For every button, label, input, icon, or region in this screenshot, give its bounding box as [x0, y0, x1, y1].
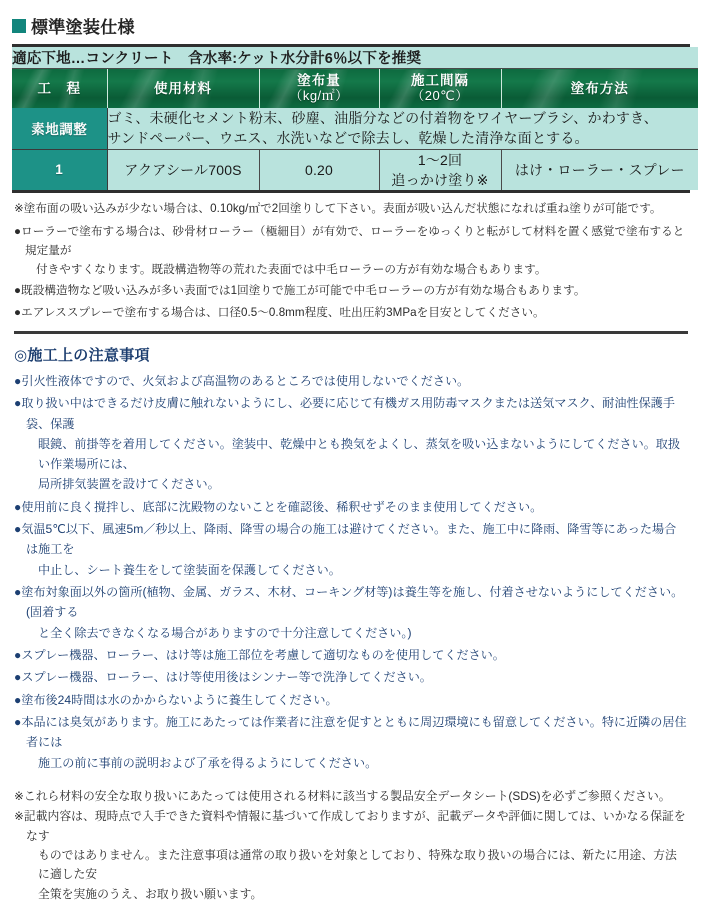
- spec-table-banner-row: [12, 47, 698, 69]
- caution-item-line1: ●気温5℃以下、風速5m／秒以上、降雨、降雪の場合の施工は避けてください。また、施工中に降雨、降雪等にあった場合は施工を: [14, 522, 677, 557]
- column-header-material: [107, 69, 259, 109]
- caution-item-line2: と全く除去できなくなる場合がありますので十分注意してください。): [38, 625, 412, 640]
- table-note-bullet: [14, 304, 688, 323]
- row-substrate-prep-line2: サンドペーパー、ウエス、水洗いなどで除去し、乾燥した清浄な面とする。: [107, 130, 589, 147]
- table-note-asterisk: ※塗布面の吸い込みが少ない場合は、0.10kg/㎡で2回塗りして下さい。表面が吸い込んだ状態になれば重ね塗りが可能です。: [14, 202, 662, 216]
- column-header-coating-amount-label: 塗布量: [297, 73, 341, 89]
- caution-item-line1: ●スプレー機器、ローラー、はけ等使用後はシンナー等で洗浄してください。: [14, 670, 432, 685]
- row-1-interval: [379, 149, 501, 190]
- caution-section-heading: ◎施工上の注意事項: [14, 346, 150, 364]
- footnote-line1: ※これら材料の安全な取り扱いにあたっては使用される材料に該当する製品安全データシート(SDS)を必ずご参照ください。: [14, 788, 671, 803]
- table-note-bullet-line1: ●エアレススプレーで塗布する場合は、口径0.5〜0.8mm程度、吐出圧約3MPaを目安としてください。: [14, 306, 545, 320]
- list-item: [14, 712, 688, 773]
- table-note-bullet: [14, 282, 688, 301]
- caution-item-line1: ●本品には臭気があります。施工にあたっては作業者に注意を促すとともに周辺環境にも留意してください。特に近隣の居住者には: [14, 714, 687, 750]
- page-title-text: 標準塗装仕様: [31, 18, 135, 37]
- table-notes: [14, 200, 688, 323]
- row-step-substrate-prep: 素地調整: [12, 108, 107, 149]
- caution-item-line1: ●引火性液体ですので、火気および高温物のあるところでは使用しないでください。: [14, 373, 470, 388]
- footnote-list: [14, 787, 688, 904]
- column-header-coating-amount-unit: （kg/㎡）: [289, 87, 349, 103]
- table-note-bullet-line2: 付きやすくなります。既設構造物等の荒れた表面では中毛ローラーの方が有効な場合もあります。: [36, 262, 547, 276]
- spec-table: [12, 47, 698, 190]
- page-title: [12, 13, 694, 38]
- column-header-process-label: 工 程: [37, 80, 81, 96]
- caution-item-line2: 眼鏡、前掛等を着用してください。塗装中、乾燥中とも換気をよくし、蒸気を吸い込まないようにしてください。取扱い作業場所には、: [38, 436, 681, 472]
- row-1-interval-line2: 追っかけ塗り※: [391, 171, 489, 188]
- table-row: [12, 149, 698, 190]
- caution-item-line2: 中止し、シート養生をして塗装面を保護してください。: [38, 562, 341, 577]
- row-substrate-prep-line1: ゴミ、未硬化セメント粉末、砂塵、油脂分などの付着物をワイヤーブラシ、かわすき、: [107, 110, 658, 126]
- row-1-interval-line1: 1〜2回: [417, 151, 463, 168]
- list-item: [14, 690, 688, 710]
- footnote-line2: ものではありません。また注意事項は通常の取り扱いを対象としており、特殊な取り扱いの場合には、新たに用途、方法に適した安: [38, 847, 677, 882]
- caution-item-line1: ●塗布対象面以外の箇所(植物、金属、ガラス、木材、コーキング材等)は養生等を施し、付着させないようにしてください。(固着する: [14, 585, 684, 620]
- table-note-bullet-line1: ●既設構造物など吸い込みが多い表面では1回塗りで施工が可能で中毛ローラーの方が有効な場合もあります。: [14, 284, 586, 298]
- row-1-method: はけ・ローラー・スプレー: [501, 149, 698, 190]
- table-note-bullet: [14, 223, 688, 279]
- list-item: [14, 645, 688, 665]
- table-note-bullet-list: [14, 223, 688, 323]
- caution-item-line1: ●塗布後24時間は水のかからないように養生してください。: [14, 692, 338, 707]
- spec-sheet-page: [0, 13, 702, 901]
- caution-item-line1: ●スプレー機器、ローラー、はけ等は施工部位を考慮して適切なものを使用してください。: [14, 647, 505, 662]
- caution-item-line3: 局所排気装置を設けてください。: [38, 477, 220, 492]
- caution-item-list: [14, 371, 688, 773]
- substrate-banner: 適応下地…コンクリート 含水率:ケット水分計6％以下を推奨: [12, 47, 698, 69]
- list-item: [14, 667, 688, 687]
- table-note-bullet-line1: ●ローラーで塗布する場合は、砂骨材ローラー（極細目）が有効で、ローラーをゆっくりと転がして材料を置く感覚で塗布すると規定量が: [14, 224, 685, 257]
- row-substrate-prep-description: [107, 108, 698, 149]
- list-item: [14, 519, 688, 580]
- column-header-interval-unit: （20℃）: [411, 87, 469, 103]
- footnote-line1: ※記載内容は、現時点で入手できた資料や情報に基づいて作成しておりますが、記載データや評価に関しては、いかなる保証をなす: [14, 809, 686, 843]
- row-step-1: 1: [12, 149, 107, 190]
- column-header-method: [501, 69, 698, 109]
- spec-table-header-row: [12, 69, 698, 109]
- row-1-material: アクアシール700S: [107, 149, 259, 190]
- column-header-coating-amount: [259, 69, 379, 109]
- column-header-method-label: 塗布方法: [570, 80, 629, 96]
- footnote: [14, 787, 688, 806]
- title-square-bullet-icon: [12, 19, 26, 33]
- footnote-line3: 全策を実施のうえ、お取り扱い願います。: [38, 886, 263, 901]
- caution-item-line1: ●取り扱い中はできるだけ皮膚に触れないようにし、必要に応じて有機ガス用防毒マスクまたは送気マスク、耐油性保護手袋、保護: [14, 396, 675, 431]
- spec-table-container: [12, 44, 690, 193]
- caution-item-line2: 施工の前に事前の説明および了承を得るようにしてください。: [38, 755, 378, 770]
- footnote: [14, 807, 688, 904]
- list-item: [14, 393, 688, 495]
- table-row: [12, 108, 698, 149]
- list-item: [14, 497, 688, 517]
- list-item: [14, 582, 688, 643]
- column-header-interval: [379, 69, 501, 109]
- row-1-amount: 0.20: [259, 149, 379, 190]
- caution-item-line1: ●使用前に良く撹拌し、底部に沈殿物のないことを確認後、稀釈せずそのまま使用してください。: [14, 499, 543, 514]
- section-divider: [14, 331, 688, 334]
- column-header-process: [12, 69, 107, 109]
- list-item: [14, 371, 688, 391]
- column-header-interval-label: 施工間隔: [411, 73, 469, 89]
- column-header-material-label: 使用材料: [154, 80, 212, 96]
